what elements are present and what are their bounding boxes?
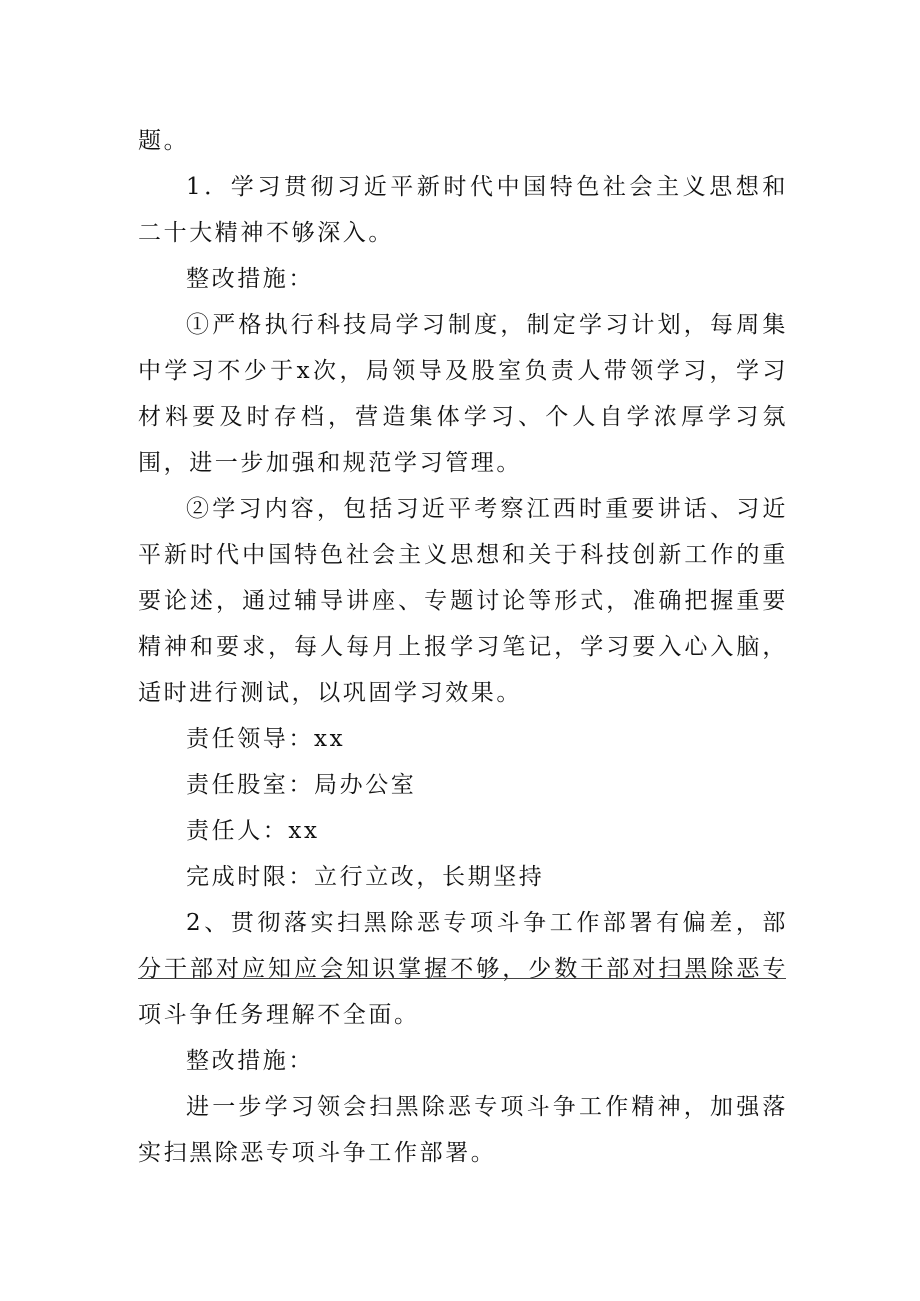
measure-1-2: ②学习内容，包括习近平考察江西时重要讲话、习近平新时代中国特色社会主义思想和关于科技创新工作的重要论述，通过辅导讲座、专题讨论等形式，准确把握重要精神和要求，每人每月上报学习笔记，学习要入心入脑，适时进行测试，以巩固学习效果。 — [138, 496, 788, 706]
responsible-leader: 责任领导：xx — [186, 726, 346, 752]
responsible-person: 责任人：xx — [186, 818, 320, 844]
document-body — [138, 118, 788, 1176]
issue-2-heading: 2、贯彻落实扫黑除恶专项斗争工作部署有偏差，部分干部对应知应会知识掌握不够，少数干部对扫黑除恶专项斗争任务理解不全面。 — [138, 910, 788, 1028]
page-divider-line — [138, 978, 786, 979]
measures-label-1: 整改措施： — [186, 266, 314, 292]
paragraph-continuation: 题。 — [138, 128, 190, 154]
measure-2-1: 进一步学习领会扫黑除恶专项斗争工作精神，加强落实扫黑除恶专项斗争工作部署。 — [138, 1094, 788, 1166]
measures-label-2: 整改措施： — [186, 1048, 314, 1074]
measure-1-1: ①严格执行科技局学习制度，制定学习计划，每周集中学习不少于x次，局领导及股室负责人带领学习，学习材料要及时存档，营造集体学习、个人自学浓厚学习氛围，进一步加强和规范学习管理。 — [138, 312, 788, 476]
issue-1-heading: 1．学习贯彻习近平新时代中国特色社会主义思想和二十大精神不够深入。 — [138, 174, 788, 246]
completion-deadline: 完成时限：立行立改，长期坚持 — [186, 864, 545, 890]
responsible-office: 责任股室：局办公室 — [186, 772, 417, 798]
